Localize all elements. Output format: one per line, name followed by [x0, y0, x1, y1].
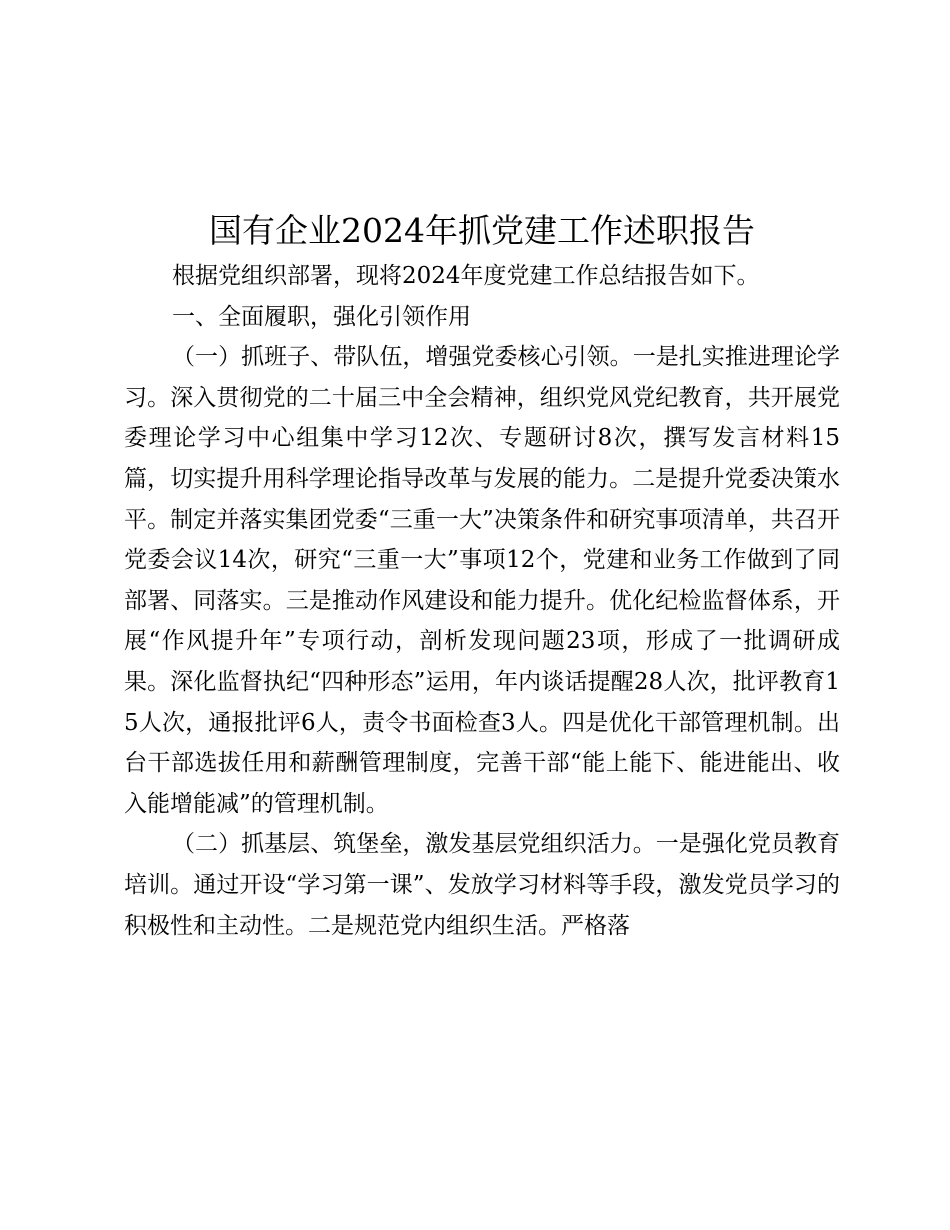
intro-paragraph: 根据党组织部署，现将2024年度党建工作总结报告如下。	[172, 263, 760, 289]
body-paragraph-2: （二）抓基层、筑堡垒，激发基层党组织活力。一是强化党员教育培训。通过开设“学习第一课”、发放学习材料等手段，激发党员学习的积极性和主动性。二是规范党内组织生活。严格落	[124, 831, 840, 939]
document-body	[124, 206, 840, 946]
body-paragraph-1: （一）抓班子、带队伍，增强党委核心引领。一是扎实推进理论学习。深入贯彻党的二十届三中全会精神，组织党风党纪教育，共开展党委理论学习中心组集中学习12次、专题研讨8次，撰写发言材料15篇，切实提升用科学理论指导改革与发展的能力。二是提升党委决策水平。制定并落实集团党委“三重一大”决策条件和研究事项清单，共召开党委会议14次，研究“三重一大”事项12个，党建和业务工作做到了同部署、同落实。三是推动作风建设和能力提升。优化纪检监督体系，开展“作风提升年”专项行动，剖析发现问题23项，形成了一批调研成果。深化监督执纪“四种形态”运用，年内谈话提醒28人次，批评教育15人次，通报批评6人，责令书面检查3人。四是优化干部管理机制。出台干部选拔任用和薪酬管理制度，完善干部“能上能下、能进能出、收入能增能减”的管理机制。	[124, 344, 840, 817]
document-title: 国有企业2024年抓党建工作述职报告	[209, 211, 755, 250]
section-heading: 一、全面履职，强化引领作用	[172, 303, 471, 330]
